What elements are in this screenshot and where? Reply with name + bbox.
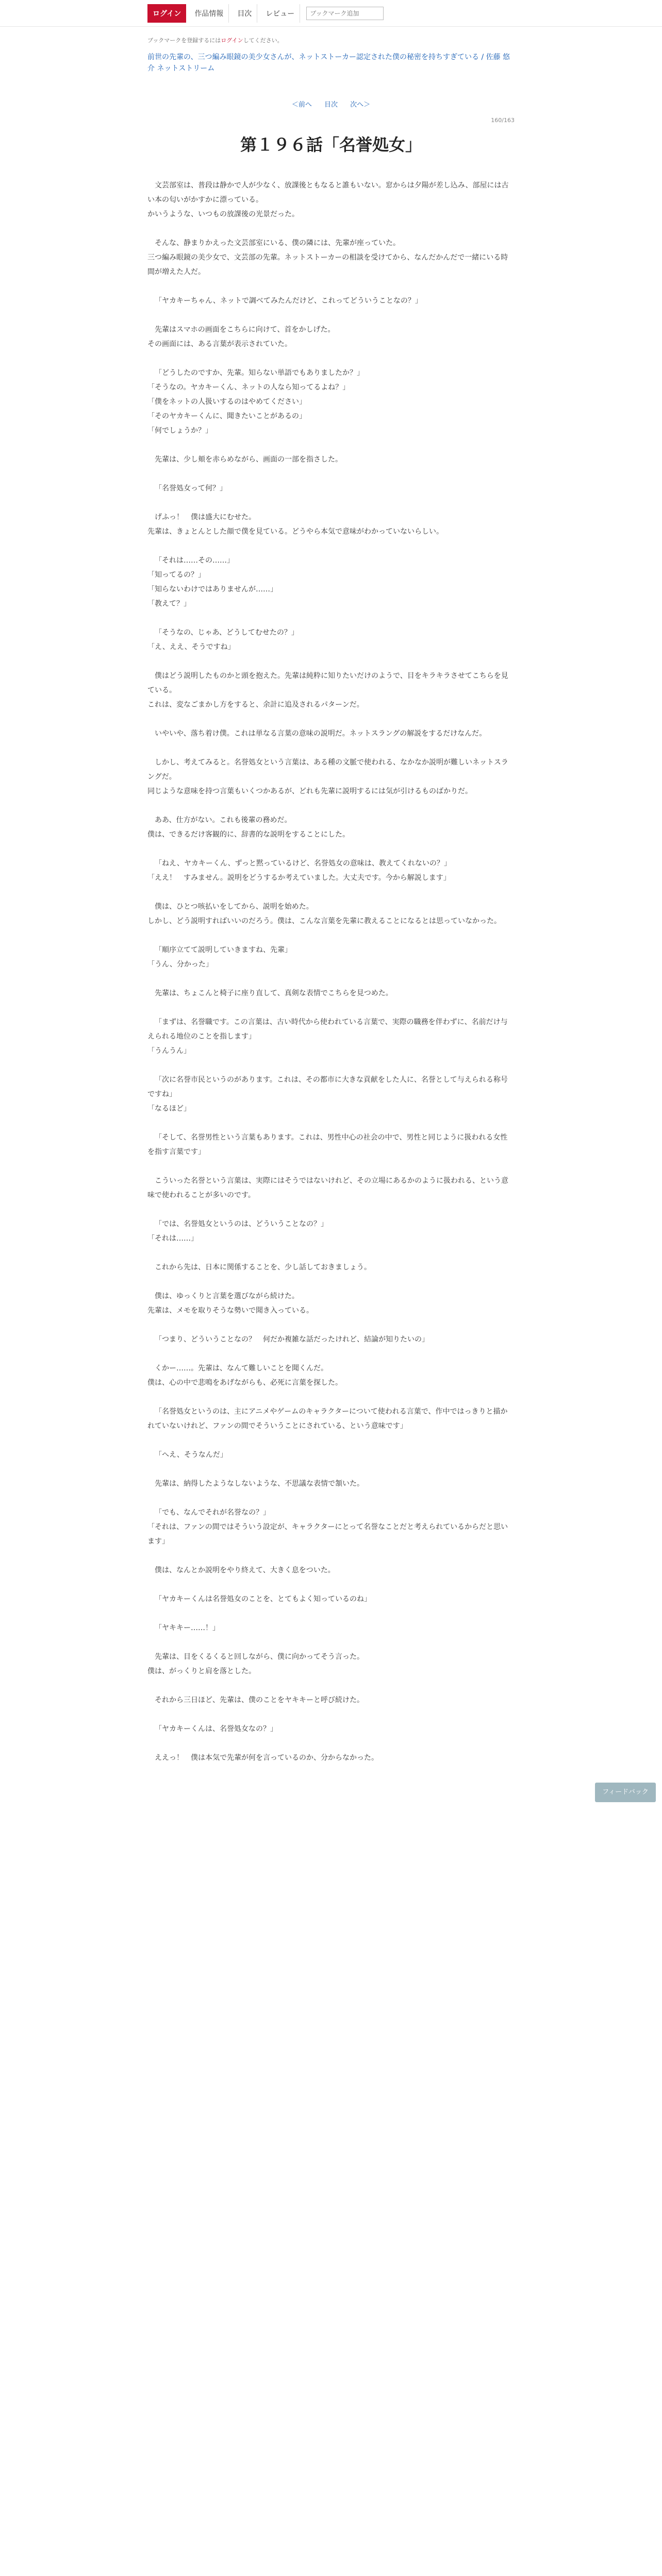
story-paragraph: 「名誉処女って何？」 xyxy=(155,484,227,493)
story-paragraph: いやいや、落ち着け僕。これは単なる言葉の意味の説明だ。ネットスラングの解説をするだけなんだ。 xyxy=(155,730,487,738)
toc-link[interactable]: 目次 xyxy=(324,101,338,109)
story-paragraph: くかー……。先輩は、なんて難しいことを聞くんだ。 僕は、心の中で悲鳴をあげながらも、必死に言葉を探した。 xyxy=(147,1364,342,1387)
episode-title: 第１９６話「名誉処女」 xyxy=(240,135,422,155)
story-paragraph: これから先は、日本に関係することを、少し話しておきましょう。 xyxy=(155,1263,371,1272)
story-paragraph: 「ねえ、ヤカキーくん、ずっと黙っているけど、名誉処女の意味は、教えてくれないの？」 「ええ！ すみません。説明をどうするか考えていました。大丈夫です。今から解説します」 xyxy=(147,859,451,882)
bookmark-input[interactable] xyxy=(306,7,384,20)
notice-login-link[interactable]: ログイン xyxy=(221,37,243,44)
story-paragraph: 先輩は、納得したようなしないような、不思議な表情で頷いた。 xyxy=(155,1480,364,1488)
story-paragraph: そんな、静まりかえった文芸部室にいる、僕の隣には、先輩が座っていた。 三つ編み眼鏡の美少女で、文芸部の先輩。ネットストーカーの相談を受けてから、なんだかんだで一緒にいる時間が増えた人だ。 xyxy=(147,239,508,276)
story-paragraph: 先輩は、ちょこんと椅子に座り直して、真剣な表情でこちらを見つめた。 xyxy=(155,989,393,997)
nav-toc[interactable]: 目次 xyxy=(232,4,257,23)
episode-nav xyxy=(147,99,515,109)
feedback-button[interactable]: フィードバック xyxy=(595,1783,656,1802)
story-paragraph: 先輩は、目をくるくると回しながら、僕に向かってそう言った。 僕は、がっくりと肩を落とした。 xyxy=(147,1653,364,1675)
story-paragraph: ええっ！ 僕は本気で先輩が何を言っているのか、分からなかった。 xyxy=(155,1754,378,1762)
story-paragraph: しかし、考えてみると。名誉処女という言葉は、ある種の文脈で使われる、なかなか説明が難しいネットスラングだ。 同じような意味を持つ言葉もいくつかあるが、どれも先輩に説明するには気が引けるものばかりだ。 xyxy=(147,758,508,795)
story-paragraph: ああ、仕方がない。これも後輩の務めだ。 僕は、できるだけ客観的に、辞書的な説明をすることにした。 xyxy=(147,816,350,839)
story-paragraph: 「まずは、名誉職です。この言葉は、古い時代から使われている言葉で、実際の職務を伴わずに、名前だけ与えられる地位のことを指します」 「うんうん」 xyxy=(147,1018,508,1055)
page-number: 160/163 xyxy=(491,117,515,124)
site-header xyxy=(0,0,662,27)
story-paragraph: 「順序立てて説明していきますね、先輩」 「うん、分かった」 xyxy=(147,946,292,969)
story-paragraph: 「つまり、どういうことなの？ 何だか複雑な話だったけれど、結論が知りたいの」 xyxy=(155,1335,429,1344)
story-paragraph: 「ヤカキーくんは、名誉処女なの？」 xyxy=(155,1725,277,1733)
story-paragraph: 僕は、なんとか説明をやり終えて、大きく息をついた。 xyxy=(155,1566,335,1574)
story-paragraph: げふっ！ 僕は盛大にむせた。 先輩は、きょとんとした顔で僕を見ている。どうやら本気で意味がわかっていないらしい。 xyxy=(147,513,443,536)
story-paragraph: 「次に名誉市民というのがあります。これは、その都市に大きな貢献をした人に、名誉として与えられる称号ですね」 「なるほど」 xyxy=(147,1076,508,1113)
story-paragraph: 「名誉処女というのは、主にアニメやゲームのキャラクターについて使われる言葉で、作中ではっきりと描かれていないけれど、ファンの間でそういうことにされている、という意味です」 xyxy=(147,1408,508,1430)
story-paragraph: 「それは……その……」 「知ってるの？」 「知らないわけではありませんが……」 「教えて？」 xyxy=(147,556,277,608)
story-paragraph: 「へえ、そうなんだ」 xyxy=(155,1451,227,1459)
story-paragraph: 文芸部室は、普段は静かで人が少なく、放課後ともなると誰もいない。窓からは夕陽が差し込み、部屋には古い本の匂いがかすかに漂っている。 かいうような、いつもの放課後の光景だった。 xyxy=(147,181,509,218)
story-paragraph: 「でも、なんでそれが名誉なの？」 「それは、ファンの間ではそういう設定が、キャラクターにとって名誉なことだと考えられているからだと思います」 xyxy=(147,1509,508,1546)
story-paragraph: 「そして、名誉男性という言葉もあります。これは、男性中心の社会の中で、男性と同じように扱われる女性を指す言葉です」 xyxy=(147,1133,508,1156)
story-paragraph: 先輩は、少し頬を赤らめながら、画面の一部を指さした。 xyxy=(155,455,342,464)
story-paragraph: こういった名誉という言葉は、実際にはそうではないけれど、その立場にあるかのように扱われる、という意味で使われることが多いのです。 xyxy=(147,1177,508,1199)
notice-suffix: してください。 xyxy=(243,37,283,44)
story-paragraph: それから三日ほど、先輩は、僕のことをヤキキーと呼び続けた。 xyxy=(155,1696,364,1704)
story-paragraph: 「ヤカキーちゃん、ネットで調べてみたんだけど、これってどういうことなの？」 xyxy=(155,297,422,305)
nav-review[interactable]: レビュー xyxy=(260,4,300,23)
story-paragraph: 「では、名誉処女というのは、どういうことなの？」 「それは……」 xyxy=(147,1220,328,1243)
story-paragraph: 「ヤカキーくんは名誉処女のことを、とてもよく知っているのね」 xyxy=(155,1595,371,1603)
login-button[interactable]: ログイン xyxy=(147,4,186,23)
next-link[interactable]: 次へ＞ xyxy=(350,101,371,109)
story-body xyxy=(147,178,515,1765)
prev-link[interactable]: ＜前へ xyxy=(291,101,312,109)
story-paragraph: 「そうなの、じゃあ、どうしてむせたの？」 「え、ええ、そうですね」 xyxy=(147,629,299,651)
story-paragraph: 僕はどう説明したものかと頭を抱えた。先輩は純粋に知りたいだけのようで、目をキラキラさせてこちらを見ている。 これは、変なごまかし方をすると、余計に追及されるパターンだ。 xyxy=(147,672,508,709)
story-paragraph: 僕は、ひとつ咳払いをしてから、説明を始めた。 しかし、どう説明すればいいのだろう。僕は、こんな言葉を先輩に教えることになるとは思っていなかった。 xyxy=(147,903,501,925)
series-title-link[interactable]: 前世の先輩の、三つ編み眼鏡の美少女さんが、ネットストーカー認定された僕の秘密を持ちすぎている / 佐藤 悠介 ネットストリーム xyxy=(147,53,510,73)
story-paragraph: 「どうしたのですか、先輩。知らない単語でもありましたか？」 「そうなの。ヤカキーくん、ネットの人なら知ってるよね？」 「僕をネットの人扱いするのはやめてください」 「そのヤカキーくんに、聞きたいことがあるの」 「何でしょうか？」 xyxy=(147,369,364,435)
main-content xyxy=(147,36,515,1765)
story-paragraph: 先輩はスマホの画面をこちらに向けて、首をかしげた。 その画面には、ある言葉が表示されていた。 xyxy=(147,326,335,348)
story-paragraph: 「ヤキキー……！」 xyxy=(155,1624,220,1632)
notice-prefix: ブックマークを登録するには xyxy=(147,37,221,44)
nav-work-info[interactable]: 作品情報 xyxy=(189,4,229,23)
login-notice xyxy=(147,36,515,44)
story-paragraph: 僕は、ゆっくりと言葉を選びながら続けた。 先輩は、メモを取りそうな勢いで聞き入っている。 xyxy=(147,1292,313,1315)
